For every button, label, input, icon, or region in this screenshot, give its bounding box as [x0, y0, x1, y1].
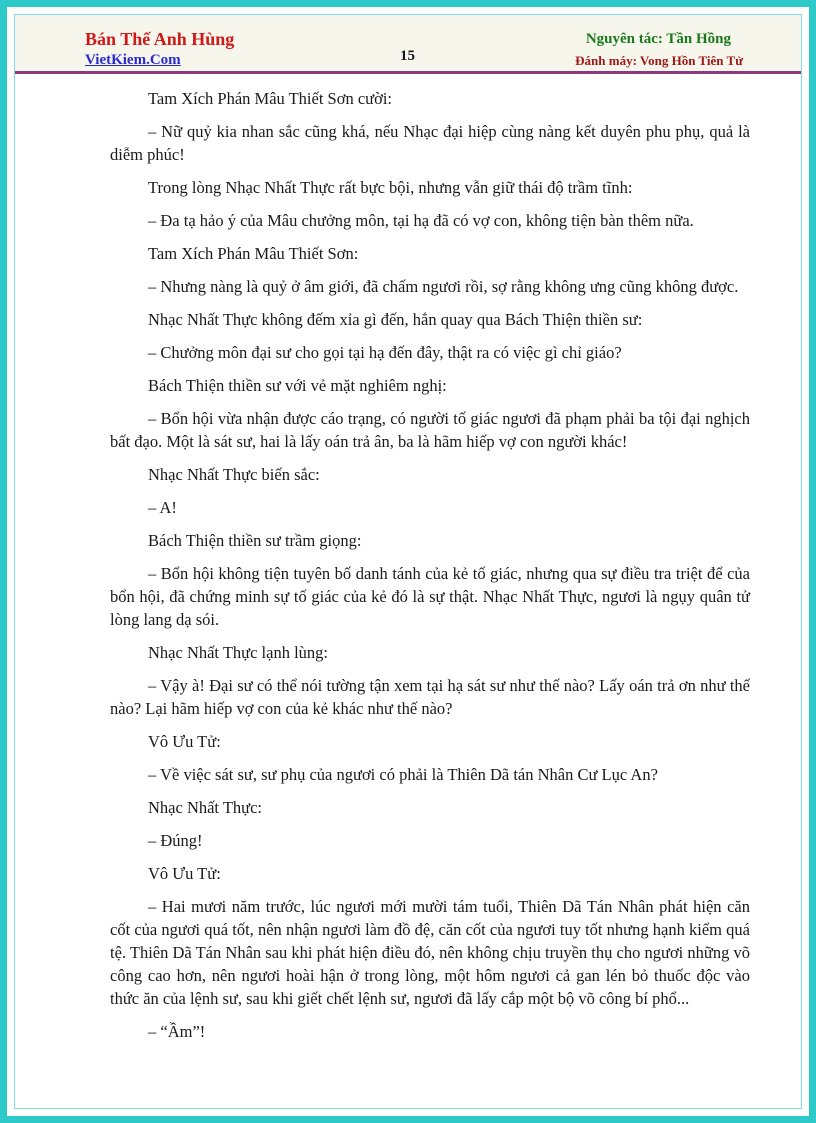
paragraph: Vô Ưu Tử: [148, 864, 221, 883]
paragraph: – Chưởng môn đại sư cho gọi tại hạ đến đây, thật ra có việc gì chỉ giáo? [148, 343, 622, 362]
paragraph: Bách Thiện thiền sư trầm giọng: [148, 531, 362, 550]
paragraph: – Đúng! [148, 831, 203, 850]
paragraph: Vô Ưu Tử: [148, 732, 221, 751]
paragraph: Bách Thiện thiền sư với vẻ mặt nghiêm nghị: [148, 376, 447, 395]
paragraph: Nhạc Nhất Thực lạnh lùng: [148, 643, 329, 662]
paragraph: – Hai mươi năm trước, lúc ngươi mới mười tám tuổi, Thiên Dã Tán Nhân phát hiện căn cốt của ngươi quá tốt, nên nhận ngươi làm đồ đệ, căn cốt của ngươi tuy tốt nhưng hạnh kiểm quá tệ. Thiên Dã Tán Nhân sau khi phát hiện điều đó, nên không chịu truyền thụ cho ngươi những võ công cao hơn, nên ngươi hoài hận ở trong lòng, một hôm ngươi cả gan lén bỏ thuốc độc vào thức ăn của lệnh sư, sau khi giết chết lệnh sư, ngươi đã lấy cắp một bộ võ công bí phổ... [110, 897, 750, 1008]
author-credit: Nguyên tác: Tần Hồng [585, 31, 731, 47]
paragraph: Nhạc Nhất Thực: [148, 798, 263, 817]
paragraph: – Bổn hội không tiện tuyên bố danh tánh của kẻ tố giác, nhưng qua sự điều tra triệt để của bổn hội, đã chứng minh sự tố giác của kẻ đó là sự thật. Nhạc Nhất Thực, ngươi là ngụy quân tử lòng lang dạ sói. [110, 564, 750, 629]
paragraph: Tam Xích Phán Mâu Thiết Sơn: [148, 244, 359, 263]
paragraph: Nhạc Nhất Thực biến sắc: [148, 465, 320, 484]
paragraph: – Nhưng nàng là quỷ ở âm giới, đã chấm ngươi rồi, sợ rằng không ưng cũng không được. [148, 277, 739, 296]
paragraph: – A! [148, 498, 177, 517]
paragraph: – Đa tạ hảo ý của Mâu chưởng môn, tại hạ đã có vợ con, không tiện bàn thêm nữa. [148, 211, 694, 230]
paragraph: Nhạc Nhất Thực không đếm xỉa gì đến, hắn quay qua Bách Thiện thiền sư: [148, 310, 643, 329]
paragraph: Trong lòng Nhạc Nhất Thực rất bực bội, nhưng vẫn giữ thái độ trầm tĩnh: [148, 178, 633, 197]
typist-credit: Đánh máy: Vong Hồn Tiên Tử [575, 53, 743, 68]
website-link[interactable]: VietKiem.Com [85, 52, 181, 68]
page-number: 15 [400, 48, 415, 64]
paragraph: Tam Xích Phán Mâu Thiết Sơn cười: [148, 89, 392, 108]
paragraph: – Nữ quỷ kia nhan sắc cũng khá, nếu Nhạc đại hiệp cùng nàng kết duyên phu phụ, quả là diễm phúc! [110, 122, 750, 164]
paragraph: – Bổn hội vừa nhận được cáo trạng, có người tố giác ngươi đã phạm phải ba tội đại nghịch bất đạo. Một là sát sư, hai là lấy oán trả ân, ba là hãm hiếp vợ con người khác! [110, 409, 750, 451]
paragraph: – Vậy à! Đại sư có thể nói tường tận xem tại hạ sát sư như thế nào? Lấy oán trả ơn như thế nào? Lại hãm hiếp vợ con của kẻ khác như thế nào? [110, 676, 750, 718]
story-text [110, 87, 750, 1053]
book-title: Bán Thế Anh Hùng [85, 29, 235, 49]
paragraph: – Về việc sát sư, sư phụ của ngươi có phải là Thiên Dã tán Nhân Cư Lục An? [148, 765, 658, 784]
page-header [15, 15, 801, 74]
paragraph: – “Ầm”! [148, 1022, 206, 1041]
